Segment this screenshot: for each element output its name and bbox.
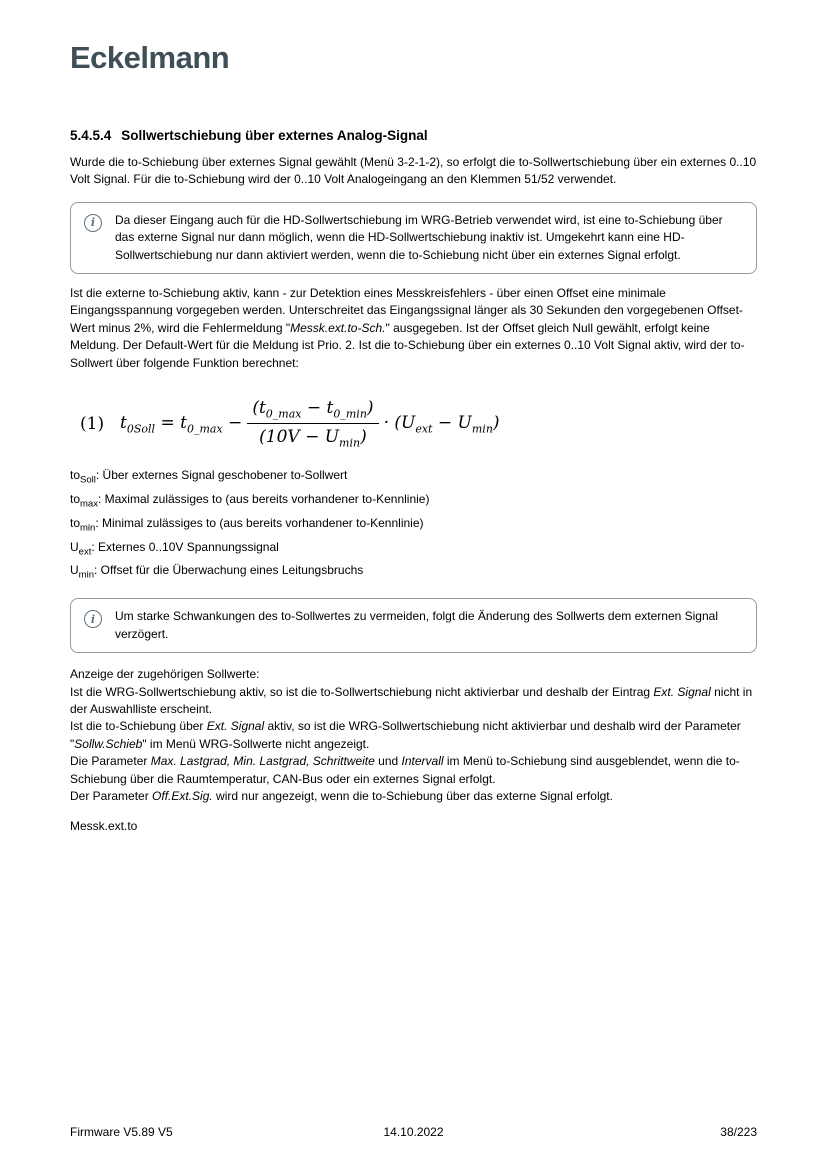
param-off-ext-sig: Off.Ext.Sig. <box>152 788 213 803</box>
factor-part3: ) <box>492 412 500 433</box>
info-icon-glyph: i <box>90 612 96 626</box>
definition-list <box>70 466 757 585</box>
formula-numerator <box>247 398 378 424</box>
definition-sub: ext <box>78 545 92 557</box>
definition-text: : Offset für die Überwachung eines Leitungsbruchs <box>93 563 364 578</box>
definition-base: to <box>70 515 81 530</box>
definition-u-ext <box>70 538 757 562</box>
definition-to-max <box>70 490 757 514</box>
definition-text: : Externes 0..10V Spannungssignal <box>91 539 279 554</box>
info-box-analog-input <box>70 202 757 274</box>
paragraph-offset-part2: " ausgegeben. Ist der Offset gleich Null gewählt, erfolgt keine Meldung. Der Default-Wert für die Meldung ist Prio. 2. Ist die to-Schiebung über ein externes 0..10 Volt Signal aktiv, wird der to-Sollwert über folgende Funktion berechnet: <box>70 320 745 370</box>
footer-firmware-version: Firmware V5.89 V5 <box>70 1125 173 1139</box>
text-segment: Ist die WRG-Sollwertschiebung aktiv, so ist die to-Sollwertschiebung nicht aktivierbar und deshalb der Eintrag <box>70 684 654 699</box>
info-box-damping <box>70 598 757 653</box>
numerator-part3: ) <box>366 398 374 419</box>
eckelmann-logo: Eckelmann <box>70 40 230 75</box>
definition-base: U <box>70 563 79 578</box>
section-heading <box>70 128 757 143</box>
denominator-part1: (10V − U <box>259 427 340 448</box>
formula-lhs-base: t <box>120 412 127 433</box>
text-segment: Der Parameter <box>70 788 153 803</box>
messk-ext-to-label: Messk.ext.to <box>70 819 138 834</box>
definition-text: : Maximal zulässiges to (aus bereits vorhandener to-Kennlinie) <box>97 491 430 506</box>
info-icon <box>84 610 102 628</box>
definition-to-soll <box>70 466 757 490</box>
definition-base: to <box>70 491 81 506</box>
section-number: 5.4.5.4 <box>70 128 112 143</box>
info-box-text: Da dieser Eingang auch für die HD-Sollwertschiebung im WRG-Betrieb verwendet wird, ist eine to-Schiebung über das externe Signal nur dann möglich, wenn die HD-Sollwertschiebung inaktiv ist. Umgekehrt kann eine HD-Sollwertschiebung nur dann aktiviert werden, wenn die to-Schiebung nicht über ein externes Signal erfolgt. <box>115 212 723 262</box>
formula-term-sub: 0_max <box>186 422 223 436</box>
formula-cdot: · <box>383 412 395 433</box>
formula-term-base: t <box>180 412 187 433</box>
footer-page-number: 38/223 <box>720 1125 757 1139</box>
text-segment: und <box>374 754 402 769</box>
numerator-part1: (t <box>252 398 266 419</box>
definition-sub: max <box>80 498 98 510</box>
formula-lhs <box>120 413 242 435</box>
formula-minus: − <box>222 412 243 433</box>
text-segment: Die Parameter <box>70 754 151 769</box>
definition-to-min <box>70 514 757 538</box>
paragraph-intro: Wurde die to-Schiebung über externes Signal gewählt (Menü 3-2-1-2), so erfolgt die to-Sollwertschiebung über ein externes 0..10 Volt Signal. Für die to-Schiebung wird der 0..10 Volt Analogeingang an den Klemmen 51/52 verwendet. <box>70 155 757 187</box>
text-segment: nicht in der Auswahlliste erscheint. <box>70 684 753 716</box>
line-hidden-parameters <box>70 753 757 788</box>
info-icon-glyph: i <box>90 216 96 230</box>
formula-denominator <box>247 424 378 449</box>
denominator-part2: ) <box>360 427 367 448</box>
factor-sub1: ext <box>415 422 433 436</box>
page-footer <box>70 1125 757 1139</box>
definition-sub: min <box>80 522 96 534</box>
paragraph-display-rules <box>70 666 757 805</box>
formula-number: (1) <box>80 413 105 434</box>
info-icon <box>84 214 102 232</box>
text-segment: im Menü to-Schiebung sind ausgeblendet, wenn die to-Schiebung über die Raumtemperatur, CAN-Bus oder ein externes Signal erfolgt. <box>70 754 740 786</box>
error-message-name: Messk.ext.to-Sch. <box>290 320 386 335</box>
line-wrg-active <box>70 684 757 719</box>
numerator-part2: − t <box>301 398 334 419</box>
denominator-sub: min <box>339 436 361 450</box>
text-segment: wird nur angezeigt, wenn die to-Schiebung über das externe Signal erfolgt. <box>212 788 613 803</box>
numerator-sub2: 0_min <box>333 407 367 421</box>
text-segment: aktiv, so ist die WRG-Sollwertschiebung nicht aktivierbar und deshalb wird der Parameter " <box>70 719 741 751</box>
definition-text: : Minimal zulässiges to (aus bereits vorhandener to-Kennlinie) <box>95 515 424 530</box>
definition-text: : Über externes Signal geschobener to-Sollwert <box>95 467 348 482</box>
line-anzeige: Anzeige der zugehörigen Sollwerte: <box>70 667 260 682</box>
formula-lhs-sub: 0Soll <box>126 422 156 436</box>
formula-factor <box>384 413 500 435</box>
formula <box>70 398 757 450</box>
definition-sub: min <box>78 569 94 581</box>
formula-equals: = <box>155 412 181 433</box>
factor-sub2: min <box>471 422 493 436</box>
text-segment: Ist die to-Schiebung über <box>70 719 207 734</box>
param-ext-signal: Ext. Signal <box>206 719 265 734</box>
numerator-sub1: 0_max <box>265 407 302 421</box>
definition-base: to <box>70 467 81 482</box>
section-title: Sollwertschiebung über externes Analog-Signal <box>121 128 428 143</box>
factor-part1: (U <box>394 412 416 433</box>
info-box-text: Um starke Schwankungen des to-Sollwertes zu vermeiden, folgt die Änderung des Sollwerts dem externen Signal verzögert. <box>115 609 718 641</box>
line-ext-signal-active <box>70 718 757 753</box>
param-lastgrad-schrittweite: Max. Lastgrad, Min. Lastgrad, Schrittweite <box>150 754 375 769</box>
definition-sub: Soll <box>80 474 96 486</box>
factor-part2: − U <box>432 412 472 433</box>
param-ext-signal: Ext. Signal <box>653 684 711 699</box>
formula-fraction <box>247 398 378 450</box>
formula-expression <box>120 398 500 450</box>
definition-base: U <box>70 539 79 554</box>
paragraph-offset-detection <box>70 285 757 372</box>
definition-u-min <box>70 561 757 585</box>
footer-date: 14.10.2022 <box>383 1125 444 1139</box>
param-intervall: Intervall <box>401 754 444 769</box>
line-off-ext-sig <box>70 788 757 805</box>
text-segment: " im Menü WRG-Sollwerte nicht angezeigt. <box>142 736 370 751</box>
param-sollw-schieb: Sollw.Schieb <box>74 736 143 751</box>
paragraph-offset-part1: Ist die externe to-Schiebung aktiv, kann - zur Detektion eines Messkreisfehlers - über einen Offset eine minimale Eingangsspannung vorgegeben werden. Unterschreitet das Eingangssignal länger als 30 Sekunden den vorgegebenen Offset-Wert minus 2%, wird die Fehlermeldung " <box>70 286 743 335</box>
